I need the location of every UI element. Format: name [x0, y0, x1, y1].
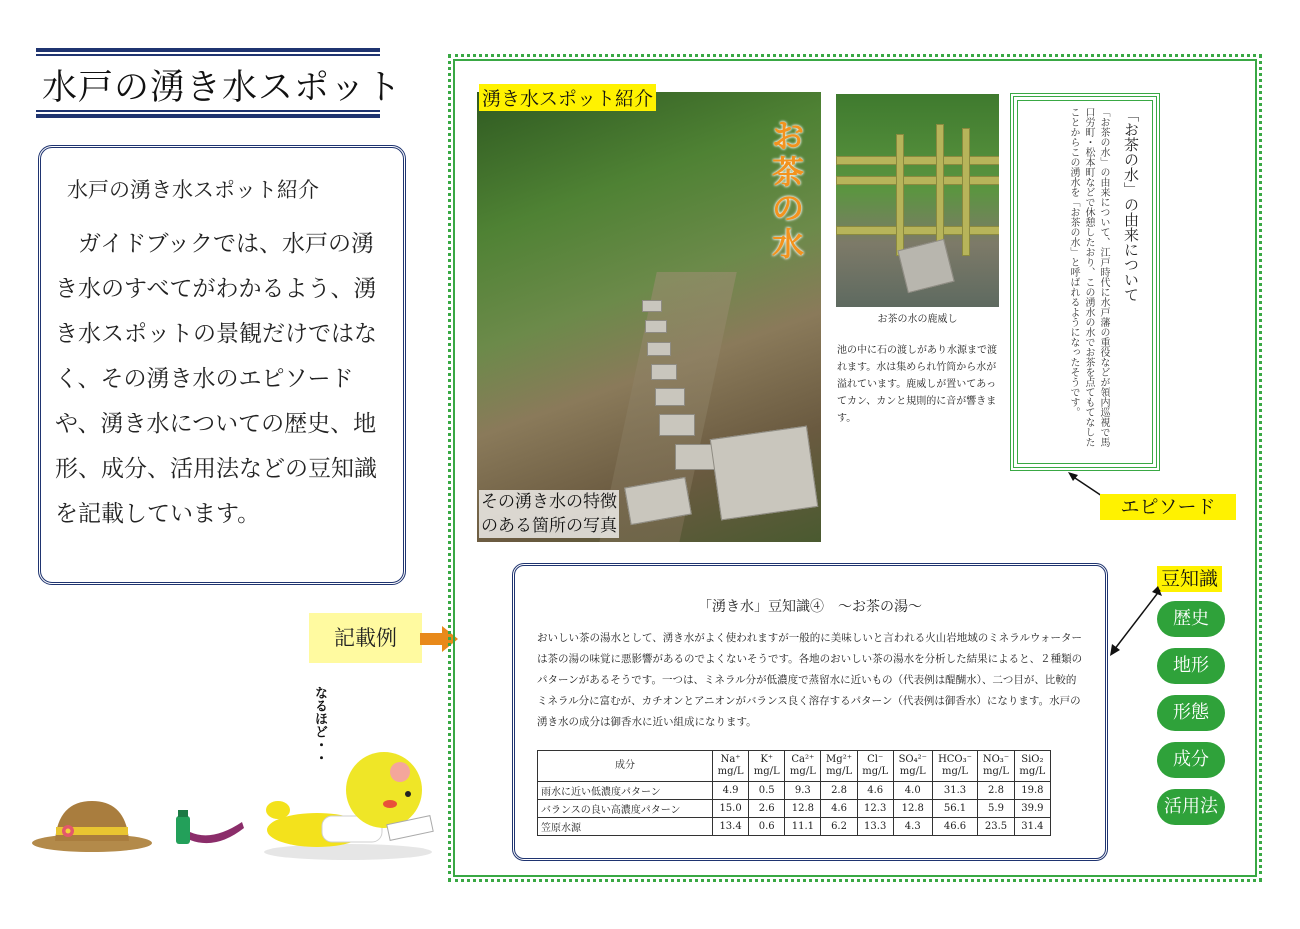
- table-header-cell: Ca²⁺ mg/L: [785, 751, 821, 782]
- bamboo-rail: [836, 226, 999, 235]
- trivia-title: 「湧き水」豆知識④ ～お茶の湯～: [698, 599, 922, 615]
- table-cell: 9.3: [785, 782, 821, 800]
- photo-stone: [659, 414, 695, 436]
- small-photo-caption: お茶の水の鹿威し: [877, 314, 958, 325]
- example-label: 記載例: [309, 613, 422, 663]
- small-photo-description: 池の中に石の渡しがあり水源まで渡れます。水は集められ竹筒から水が溢れています。鹿威しが置いてあってカン、カンと規則的に音が響きます。: [837, 345, 997, 424]
- table-cell: 4.6: [857, 782, 893, 800]
- shishi-odoshi-photo: [836, 94, 999, 307]
- title-rule-top: [36, 48, 380, 52]
- photo-caption-line2: のある箇所の写真: [481, 516, 617, 536]
- table-cell: 56.1: [932, 800, 977, 818]
- table-header-cell: HCO₃⁻ mg/L: [932, 751, 977, 782]
- table-cell: 4.3: [893, 818, 932, 836]
- table-cell: 4.6: [821, 800, 857, 818]
- trivia-pointer-icon: [1104, 586, 1164, 660]
- episode-text: 「お茶の水」の由来について、江戸時代に水戸藩の重役などが領内巡視で馬口労町・松本町などで休憩したおり、この湧水の水でお茶を点てもてなしたことからこの湧水を「お茶の水」と呼ばれるようになったそうです。: [1068, 107, 1109, 447]
- page-title: 水戸の湧き水スポット: [42, 68, 403, 108]
- table-cell: 2.8: [821, 782, 857, 800]
- table-cell: 31.3: [932, 782, 977, 800]
- mineral-table: [537, 750, 1051, 836]
- table-cell: 31.4: [1014, 818, 1050, 836]
- bamboo-post: [936, 124, 944, 256]
- episode-tag: エピソード: [1100, 494, 1236, 520]
- photo-stone: [645, 320, 667, 333]
- photo-caption: [479, 490, 619, 538]
- table-cell: 39.9: [1014, 800, 1050, 818]
- spring-photo: [477, 92, 821, 542]
- table-cell: 12.3: [857, 800, 893, 818]
- episode-title: 「お茶の水」の由来について: [1122, 107, 1140, 302]
- title-block: [36, 48, 403, 118]
- table-header-cell: Na⁺ mg/L: [713, 751, 749, 782]
- trivia-category-components: 成分: [1157, 742, 1225, 778]
- photo-overlay-title: お茶の水: [772, 117, 805, 263]
- trivia-tag: 豆知識: [1157, 566, 1222, 592]
- table-cell: 5.9: [978, 800, 1015, 818]
- bamboo-rail: [836, 156, 999, 165]
- table-row: [538, 800, 1051, 818]
- water-bottle-icon: [172, 808, 247, 848]
- episode-box: [1010, 93, 1160, 471]
- title-rule-bottom: [36, 114, 380, 118]
- table-cell: 2.6: [749, 800, 785, 818]
- table-cell: 23.5: [978, 818, 1015, 836]
- photo-stone: [642, 300, 662, 312]
- table-header-cell: Mg²⁺ mg/L: [821, 751, 857, 782]
- table-cell: 46.6: [932, 818, 977, 836]
- trivia-category-form: 形態: [1157, 695, 1225, 731]
- table-cell: 6.2: [821, 818, 857, 836]
- photo-stone: [710, 426, 818, 521]
- title-rule-top-thin: [36, 54, 380, 56]
- intro-body: ガイドブックでは、水戸の湧き水のすべてがわかるよう、湧き水スポットの景観だけではなく、その湧き水のエピソードや、湧き水についての歴史、地形、成分、活用法などの豆知識を記載しています。: [55, 231, 377, 527]
- table-cell: 13.4: [713, 818, 749, 836]
- straw-hat-icon: [30, 795, 155, 855]
- table-cell: 4.0: [893, 782, 932, 800]
- trivia-category-usage: 活用法: [1157, 789, 1225, 825]
- table-row: [538, 818, 1051, 836]
- table-row-label: 笠原水源: [538, 818, 713, 836]
- table-row-label: バランスの良い高濃度パターン: [538, 800, 713, 818]
- table-header-cell: Cl⁻ mg/L: [857, 751, 893, 782]
- bamboo-post: [896, 134, 904, 256]
- intro-box: [38, 145, 406, 585]
- table-cell: 4.9: [713, 782, 749, 800]
- photo-caption-line1: その湧き水の特徴: [481, 492, 617, 512]
- table-header-label: 成分: [538, 751, 713, 782]
- photo-stone: [651, 364, 677, 380]
- table-cell: 12.8: [893, 800, 932, 818]
- bamboo-rail: [836, 176, 999, 185]
- trivia-box: [512, 563, 1108, 861]
- table-header-cell: SO₄²⁻ mg/L: [893, 751, 932, 782]
- table-cell: 0.5: [749, 782, 785, 800]
- table-header-cell: K⁺ mg/L: [749, 751, 785, 782]
- table-header-row: [538, 751, 1051, 782]
- table-cell: 12.8: [785, 800, 821, 818]
- table-cell: 0.6: [749, 818, 785, 836]
- trivia-category-history: 歴史: [1157, 601, 1225, 637]
- photo-stone: [647, 342, 671, 356]
- episode-content: [1066, 107, 1142, 447]
- table-cell: 11.1: [785, 818, 821, 836]
- mascot-character-icon: [262, 742, 434, 862]
- table-cell: 15.0: [713, 800, 749, 818]
- photo-stone: [655, 388, 685, 406]
- table-cell: 19.8: [1014, 782, 1050, 800]
- photo-section-label: 湧き水スポット紹介: [479, 84, 656, 111]
- table-header-cell: SiO₂ mg/L: [1014, 751, 1050, 782]
- intro-heading: 水戸の湧き水スポット紹介: [67, 178, 319, 202]
- bamboo-post: [962, 128, 970, 256]
- photo-stone: [897, 239, 954, 293]
- table-cell: 2.8: [978, 782, 1015, 800]
- table-cell: 13.3: [857, 818, 893, 836]
- table-header-cell: NO₃⁻ mg/L: [978, 751, 1015, 782]
- table-row-label: 雨水に近い低濃度パターン: [538, 782, 713, 800]
- trivia-body: おいしい茶の湯水として、湧き水がよく使われますが一般的に美味しいと言われる火山岩地域のミネラルウォーターは茶の湯の味覚に悪影響があるのでよくないそうです。各地のおいしい茶の湯水を分析した結果によると、２種類のパターンがあるそうです。一つは、ミネラル分が低濃度で蒸留水に近いもの（代表例は醍醐水）、二つ目が、比較的ミネラル分に富むが、カチオンとアニオンがバランス良く溶存するパターン（代表例は御香水）になります。水戸の湧き水の成分は御香水に近い組成になります。: [537, 632, 1083, 728]
- speech-bubble-text: なるほど・・: [312, 686, 327, 764]
- table-row: [538, 782, 1051, 800]
- trivia-category-terrain: 地形: [1157, 648, 1225, 684]
- title-rule-bottom-thin: [36, 110, 380, 112]
